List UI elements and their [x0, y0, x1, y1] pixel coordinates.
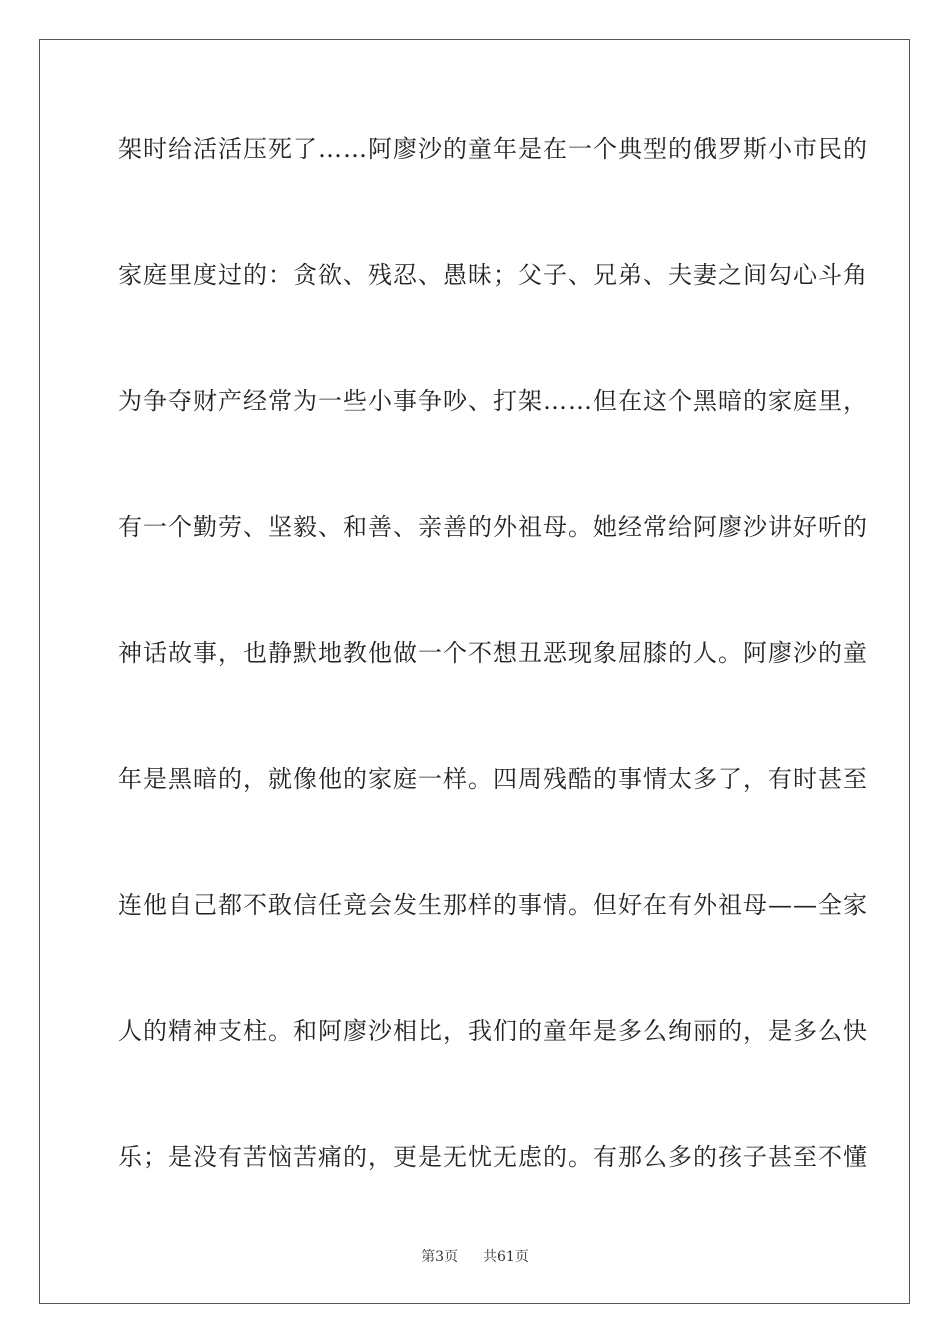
current-page-number: 第3页	[421, 1249, 459, 1265]
total-page-count: 共61页	[483, 1249, 529, 1265]
text-line: 连他自己都不敢信任竟会发生那样的事情。但好在有外祖母——全家	[118, 891, 868, 919]
text-line: 神话故事，也静默地教他做一个不想丑恶现象屈膝的人。阿廖沙的童	[118, 639, 868, 667]
text-line: 人的精神支柱。和阿廖沙相比，我们的童年是多么绚丽的，是多么快	[118, 1017, 868, 1045]
body-text	[118, 124, 868, 1258]
text-line: 有一个勤劳、坚毅、和善、亲善的外祖母。她经常给阿廖沙讲好听的	[118, 513, 868, 541]
text-line: 年是黑暗的，就像他的家庭一样。四周残酷的事情太多了，有时甚至	[118, 765, 868, 793]
text-line: 为争夺财产经常为一些小事争吵、打架……但在这个黑暗的家庭里，	[118, 387, 868, 415]
text-line: 家庭里度过的：贪欲、残忍、愚昧；父子、兄弟、夫妻之间勾心斗角	[118, 261, 868, 289]
text-line: 架时给活活压死了……阿廖沙的童年是在一个典型的俄罗斯小市民的	[118, 135, 868, 163]
text-line: 乐；是没有苦恼苦痛的，更是无忧无虑的。有那么多的孩子甚至不懂	[118, 1143, 868, 1171]
page-footer	[0, 1246, 950, 1266]
